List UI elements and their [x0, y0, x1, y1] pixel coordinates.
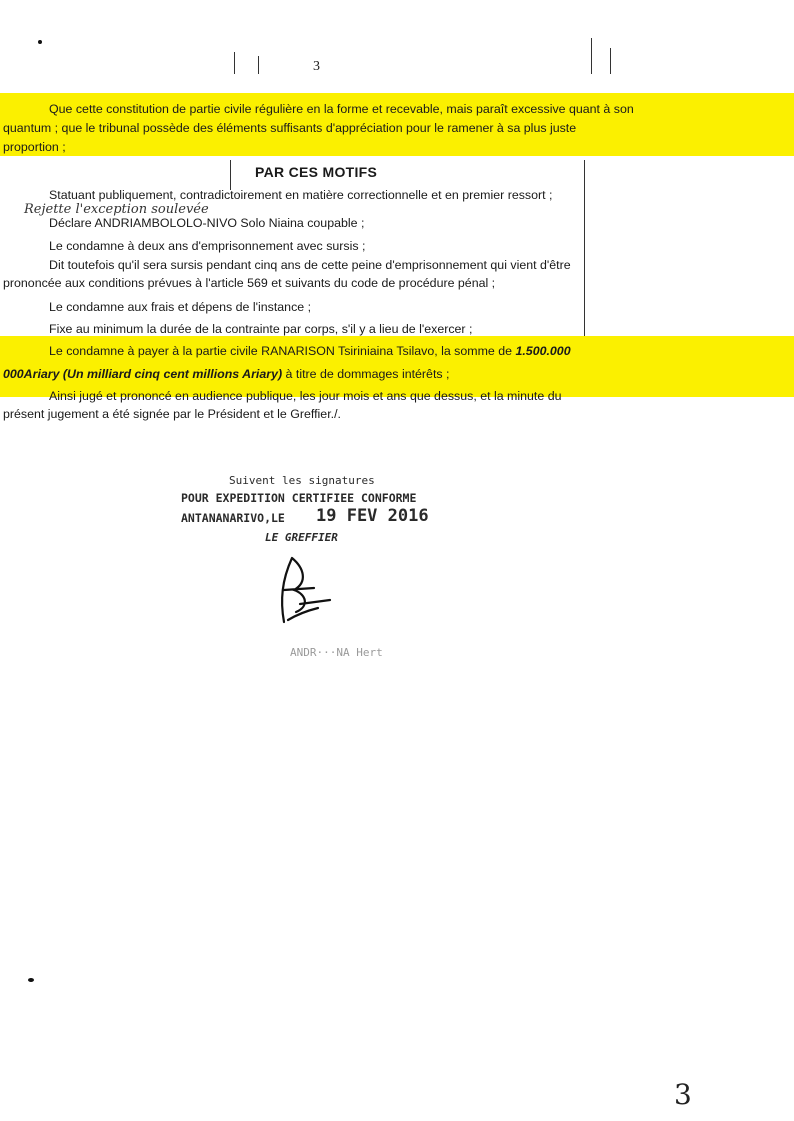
margin-mark [28, 978, 34, 982]
payer-line-1 [49, 344, 571, 358]
payer-text-end: à titre de dommages intérêts ; [282, 367, 450, 381]
contrainte-line: Fixe au minimum la durée de la contrainte par corps, s'il y a lieu de l'exercer ; [49, 322, 473, 336]
statuant-line: Statuant publiquement, contradictoirement en matière correctionnelle et en premier ressort ; [49, 188, 553, 202]
signature-icon [270, 550, 340, 630]
scan-mark [258, 56, 259, 74]
margin-dot [38, 40, 42, 44]
sursis-line-1: Dit toutefois qu'il sera sursis pendant cinq ans de cette peine d'emprisonnement qui vient d'être [49, 258, 571, 272]
page-number-bottom: 3 [674, 1078, 692, 1111]
payer-amount-words: 000Ariary (Un milliard cinq cent millions Ariary) [3, 367, 283, 381]
scan-mark [584, 160, 585, 340]
ainsi-line-1: Ainsi jugé et prononcé en audience publique, les jour mois et ans que dessus, et la minute du [49, 389, 562, 403]
faded-name: ANDR···NA Hert [290, 646, 383, 659]
payer-amount: 1.500.000 [515, 344, 571, 358]
condamne-deux-ans-line: Le condamne à deux ans d'emprisonnement avec sursis ; [49, 239, 366, 253]
stamp-certified-line: POUR EXPEDITION CERTIFIEE CONFORME [181, 491, 417, 505]
handwritten-note: Rejette l'exception soulevée [24, 202, 209, 217]
scan-mark [234, 52, 235, 74]
page-number-top: 3 [313, 59, 320, 74]
ainsi-line-2: présent jugement a été signée par le Président et le Greffier./. [3, 407, 341, 421]
payer-line-2 [3, 367, 449, 381]
stamp-place-line [181, 511, 285, 525]
scan-mark [610, 48, 611, 74]
stamp-date: 19 FEV 2016 [316, 506, 429, 526]
scan-mark [591, 38, 592, 74]
declare-line: Déclare ANDRIAMBOLOLO-NIVO Solo Niaina coupable ; [49, 216, 365, 230]
scan-mark [230, 160, 231, 190]
paragraph-constitution: Que cette constitution de partie civile régulière en la forme et recevable, mais paraît excessive quant à son quantum ; que le tribunal possède des éléments suffisants d'appréciation pour le ramener à sa plus juste proportion ; [3, 102, 634, 154]
frais-line: Le condamne aux frais et dépens de l'instance ; [49, 300, 312, 314]
stamp-place: ANTANANARIVO,LE [181, 511, 285, 525]
section-heading: PAR CES MOTIFS [255, 164, 378, 180]
stamp-signatures-line: Suivent les signatures [229, 474, 375, 487]
stamp-greffier: LE GREFFIER [265, 531, 338, 544]
payer-text: Le condamne à payer à la partie civile RANARISON Tsiriniaina Tsilavo, la somme de [49, 344, 516, 358]
sursis-line-2: prononcée aux conditions prévues à l'article 569 et suivants du code de procédure pénal ; [3, 276, 496, 290]
